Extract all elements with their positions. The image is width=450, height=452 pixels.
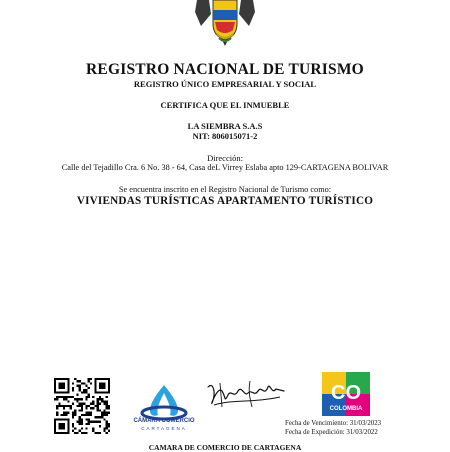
business-name: LA SIEMBRA S.A.S xyxy=(187,121,263,131)
co-logo-text: CO xyxy=(331,382,361,404)
page-title: REGISTRO NACIONAL DE TURISMO xyxy=(86,61,364,78)
subtitle: REGISTRO ÚNICO EMPRESARIAL Y SOCIAL xyxy=(133,79,317,89)
address-value: Calle del Tejadillo Cra. 6 No. 38 - 64, Casa deL Virrey Eslaba apto 129-CARTAGENA BOLIVAR xyxy=(61,163,389,172)
issuer-name: CAMARA DE COMERCIO DE CARTAGENA xyxy=(148,443,302,452)
chamber-logo-subtitle: CARTAGENA xyxy=(141,426,187,431)
chamber-logo-text xyxy=(126,418,202,432)
signature xyxy=(204,377,288,415)
issue-date: Fecha de Expedición: 31/03/2022 xyxy=(285,429,378,436)
address-label: Dirección: xyxy=(207,153,243,163)
chamber-logo-title: CÁMARA COMERCIO xyxy=(133,418,195,424)
colombia-co-logo xyxy=(320,372,372,416)
nit-number: NIT: 806015071-2 xyxy=(192,131,258,141)
certifies-text: CERTIFICA QUE EL INMUEBLE xyxy=(160,100,290,110)
tourism-category: VIVIENDAS TURÍSTICAS APARTAMENTO TURÍSTICO xyxy=(76,195,374,207)
registered-as-text: Se encuentra inscrito en el Registro Nacional de Turismo como: xyxy=(118,185,332,194)
expiry-date: Fecha de Vencimiento: 31/03/2023 xyxy=(285,420,382,427)
co-logo-subtext: COLOMBIA xyxy=(329,406,363,412)
dates-block xyxy=(285,419,405,437)
qr-code[interactable] xyxy=(54,378,110,434)
coat-of-arms-icon xyxy=(189,0,261,46)
